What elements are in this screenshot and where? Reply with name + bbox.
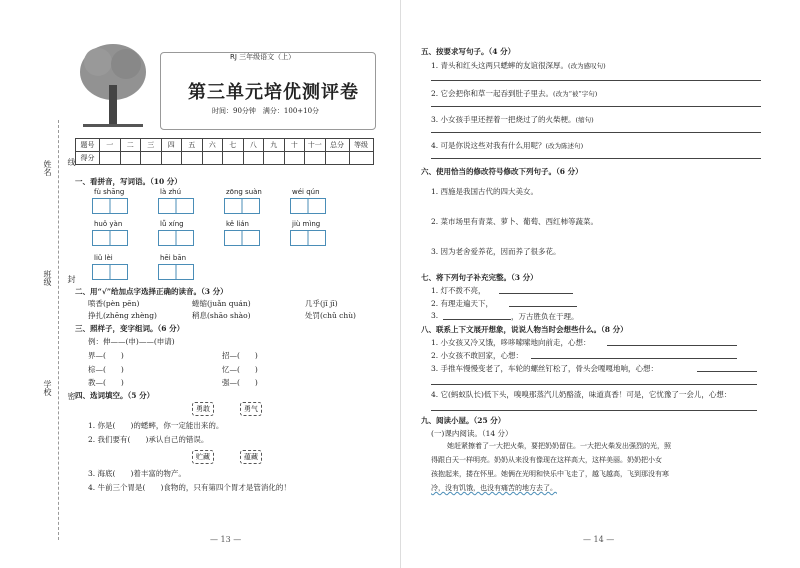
passage-line: 冷，没有饥饿，也没有痛苦的地方去了。 bbox=[431, 484, 557, 492]
pinyin-label: là zhú bbox=[160, 188, 182, 196]
q3-item[interactable]: 忆—( ) bbox=[222, 365, 258, 374]
score-header-label: 题号 bbox=[76, 139, 100, 152]
q2-item[interactable]: 稍息(shāo shào) bbox=[192, 311, 251, 320]
q3-item[interactable]: 教—( ) bbox=[88, 378, 124, 387]
q3-item[interactable]: 棕—( ) bbox=[88, 365, 124, 374]
answer-line[interactable] bbox=[697, 371, 757, 372]
q4-sentence[interactable]: 3. 海底( )着丰富的物产。 bbox=[88, 469, 186, 478]
q6-item[interactable]: 3. 因为老舍爱养花，因而养了很多花。 bbox=[431, 247, 561, 256]
q5-item bbox=[431, 114, 594, 125]
answer-line[interactable] bbox=[607, 345, 737, 346]
q8-item: 4. 它(蚂蚁队长)低下头，嗅嗅那蒸汽儿奶酪渣，味道真香！可是，它忧豫了一会儿，心想： bbox=[431, 390, 732, 399]
answer-line[interactable] bbox=[531, 358, 737, 359]
score-header-cell: 十 bbox=[284, 139, 305, 152]
word-option: 蕴藏 bbox=[240, 450, 262, 464]
q6-item[interactable]: 1. 西施是我国古代的四大美女。 bbox=[431, 187, 539, 196]
q5-item bbox=[431, 140, 583, 151]
tree-illustration bbox=[78, 40, 148, 130]
pinyin-label: jiù mìng bbox=[292, 220, 321, 228]
answer-line[interactable] bbox=[431, 80, 761, 81]
right-page bbox=[400, 0, 800, 568]
answer-line[interactable] bbox=[431, 158, 761, 159]
page-number: — 13 — bbox=[210, 535, 242, 544]
q2-item[interactable]: 蜷缩(juǎn quán) bbox=[192, 299, 251, 308]
word-option: 勇敢 bbox=[192, 402, 214, 416]
score-cell[interactable] bbox=[349, 152, 373, 165]
writing-grid[interactable] bbox=[158, 264, 194, 280]
passage-line: 孩抱起来，搂在怀里。她俩在光明和快乐中飞走了，越飞越高，飞到那没有寒 bbox=[431, 470, 669, 478]
writing-grid[interactable] bbox=[224, 230, 260, 246]
q3-item[interactable]: 招—( ) bbox=[222, 351, 258, 360]
score-cell[interactable] bbox=[305, 152, 326, 165]
answer-line[interactable] bbox=[431, 106, 761, 107]
q5-title: 五、按要求写句子。（4 分） bbox=[421, 47, 516, 56]
q2-item[interactable]: 喷香(pèn pēn) bbox=[88, 299, 140, 308]
writing-grid[interactable] bbox=[290, 198, 326, 214]
q6-title: 六、使用恰当的修改符号修改下列句子。（6 分） bbox=[421, 167, 583, 176]
pinyin-label: wéi qún bbox=[292, 188, 320, 196]
passage-line: 她赶紧擦着了一大把火柴，要把奶奶留住。一大把火柴发出强烈的光，照 bbox=[447, 442, 671, 450]
word-option: 勇气 bbox=[240, 402, 262, 416]
score-cell[interactable] bbox=[325, 152, 349, 165]
q5-item-hint: (改为感叹句) bbox=[568, 62, 606, 70]
pinyin-label: kě lián bbox=[226, 220, 249, 228]
q7-item: 3. bbox=[431, 311, 439, 320]
score-header-cell: 八 bbox=[243, 139, 264, 152]
exam-subtitle: 时间：90分钟 满分：100+10分 bbox=[212, 107, 320, 115]
writing-grid[interactable] bbox=[158, 230, 194, 246]
q2-item[interactable]: 挣扎(zhēng zhèng) bbox=[88, 311, 157, 320]
q5-item bbox=[431, 60, 606, 71]
passage-line: 得跟白天一样明亮。奶奶从来没有像现在这样高大，这样美丽。奶奶把小女 bbox=[431, 456, 662, 464]
pinyin-label: hēi bān bbox=[160, 254, 187, 262]
score-header-cell: 六 bbox=[202, 139, 223, 152]
q8-item: 3. 手推车慢慢变老了，车轮的螺丝钉松了，骨头会嘎嘎地响，心想： bbox=[431, 364, 659, 373]
blank-line[interactable] bbox=[443, 319, 511, 320]
score-cell[interactable] bbox=[264, 152, 285, 165]
binding-name-label: 姓名 bbox=[43, 160, 52, 176]
answer-line[interactable] bbox=[431, 410, 757, 411]
series-tag: RJ 三年级语文（上） bbox=[230, 53, 296, 61]
q5-item-text: 1. 青头和红头这两只蟋蟀的友谊很深厚。 bbox=[431, 61, 569, 70]
q9-title: 九、阅读小屋。（25 分） bbox=[421, 416, 506, 425]
q6-item[interactable]: 2. 菜市场里有青菜、萝卜、葡萄、西红柿等蔬菜。 bbox=[431, 217, 599, 226]
q3-item[interactable]: 强—( ) bbox=[222, 378, 258, 387]
score-header-cell: 四 bbox=[161, 139, 182, 152]
pinyin-label: liǔ lèi bbox=[94, 254, 113, 262]
page-number: — 14 — bbox=[583, 535, 615, 544]
binding-line bbox=[58, 120, 59, 540]
word-option: 贮藏 bbox=[192, 450, 214, 464]
score-cell[interactable] bbox=[141, 152, 162, 165]
q3-title: 三、照样子，变字组词。（6 分） bbox=[75, 324, 185, 333]
score-cell[interactable] bbox=[223, 152, 244, 165]
q3-example: 例：伸——(申)——(申请) bbox=[88, 337, 175, 346]
binding-school-label: 学校 bbox=[43, 380, 52, 396]
q2-item[interactable]: 几乎(jǐ jī) bbox=[305, 299, 338, 308]
score-header-cell: 九 bbox=[264, 139, 285, 152]
q5-item-text: 3. 小女孩手里还捏着一把烧过了的火柴梗。 bbox=[431, 115, 576, 124]
score-header-cell: 一 bbox=[100, 139, 121, 152]
binding-mi: 密 bbox=[67, 392, 76, 400]
score-row-label: 得分 bbox=[76, 152, 100, 165]
q5-item-text: 2. 它会把你和草一起吞到肚子里去。 bbox=[431, 89, 554, 98]
q5-item bbox=[431, 88, 597, 99]
page-title: 第三单元培优测评卷 bbox=[188, 82, 359, 103]
score-table bbox=[75, 138, 374, 165]
score-header-cell: 十一 bbox=[305, 139, 326, 152]
q2-title: 二、用“√”给加点字选择正确的读音。（3 分） bbox=[75, 287, 228, 296]
score-cell[interactable] bbox=[284, 152, 305, 165]
pinyin-label: lǚ xíng bbox=[160, 220, 184, 228]
blank-line[interactable] bbox=[509, 306, 577, 307]
answer-line[interactable] bbox=[431, 132, 761, 133]
q7-item: ，万古胜负在于理。 bbox=[511, 312, 579, 321]
score-cell[interactable] bbox=[100, 152, 121, 165]
q5-item-hint: (改为陈述句) bbox=[545, 142, 584, 150]
pinyin-label: zōng suàn bbox=[226, 188, 262, 196]
writing-grid[interactable] bbox=[158, 198, 194, 214]
writing-grid[interactable] bbox=[92, 230, 128, 246]
blank-line[interactable] bbox=[499, 293, 573, 294]
score-header-cell: 等级 bbox=[349, 139, 373, 152]
q8-title: 八、联系上下文展开想象，说说人物当时会想些什么。（8 分） bbox=[421, 325, 628, 334]
writing-grid[interactable] bbox=[224, 198, 260, 214]
q9-subtitle: (一)课内阅读。（14 分） bbox=[431, 429, 513, 438]
q4-title: 四、选词填空。（5 分） bbox=[75, 391, 155, 400]
q5-item-text: 4. 可是你说这些对我有什么用呢？ bbox=[431, 141, 546, 150]
answer-line[interactable] bbox=[431, 384, 757, 385]
score-cell[interactable] bbox=[243, 152, 264, 165]
pinyin-label: fù shāng bbox=[94, 188, 125, 196]
q5-item-hint: (缩句) bbox=[575, 116, 594, 124]
q7-title: 七、将下列句子补充完整。（3 分） bbox=[421, 273, 538, 282]
writing-grid[interactable] bbox=[92, 198, 128, 214]
q8-item: 2. 小女孩不敢回家，心想： bbox=[431, 351, 524, 360]
binding-xian: 线 bbox=[67, 158, 76, 166]
q4-sentence[interactable]: 4. 牛前三个胃是( )食物的，只有第四个胃才是管消化的！ bbox=[88, 483, 291, 492]
q2-item[interactable]: 处罚(chǔ chù) bbox=[305, 311, 356, 320]
score-header-cell: 三 bbox=[141, 139, 162, 152]
score-header-cell: 七 bbox=[223, 139, 244, 152]
q7-item[interactable]: 1. 灯不拨不亮， bbox=[431, 286, 486, 295]
q7-item[interactable]: 2. 有理走遍天下， bbox=[431, 299, 494, 308]
q4-sentence[interactable]: 1. 你是( )的蟋蟀，你一定能出来的。 bbox=[88, 421, 224, 430]
binding-class-label: 班级 bbox=[43, 270, 52, 286]
score-cell[interactable] bbox=[182, 152, 203, 165]
score-cell[interactable] bbox=[161, 152, 182, 165]
score-header-cell: 五 bbox=[182, 139, 203, 152]
binding-feng: 封 bbox=[67, 275, 76, 283]
writing-grid[interactable] bbox=[92, 264, 128, 280]
q3-item[interactable]: 界—( ) bbox=[88, 351, 124, 360]
score-header-cell: 二 bbox=[120, 139, 141, 152]
score-header-cell: 总分 bbox=[325, 139, 349, 152]
pinyin-label: huǒ yàn bbox=[94, 220, 123, 228]
q5-item-hint: (改为“被”字句) bbox=[553, 90, 598, 98]
q4-sentence[interactable]: 2. 我们要有( )承认自己的错误。 bbox=[88, 435, 209, 444]
q8-item: 1. 小女孩又冷又饿，哆哆嗦嗦地向前走，心想： bbox=[431, 338, 591, 347]
q1-title: 一、看拼音，写词语。（10 分） bbox=[75, 177, 182, 186]
score-cell[interactable] bbox=[202, 152, 223, 165]
score-cell[interactable] bbox=[120, 152, 141, 165]
writing-grid[interactable] bbox=[290, 230, 326, 246]
